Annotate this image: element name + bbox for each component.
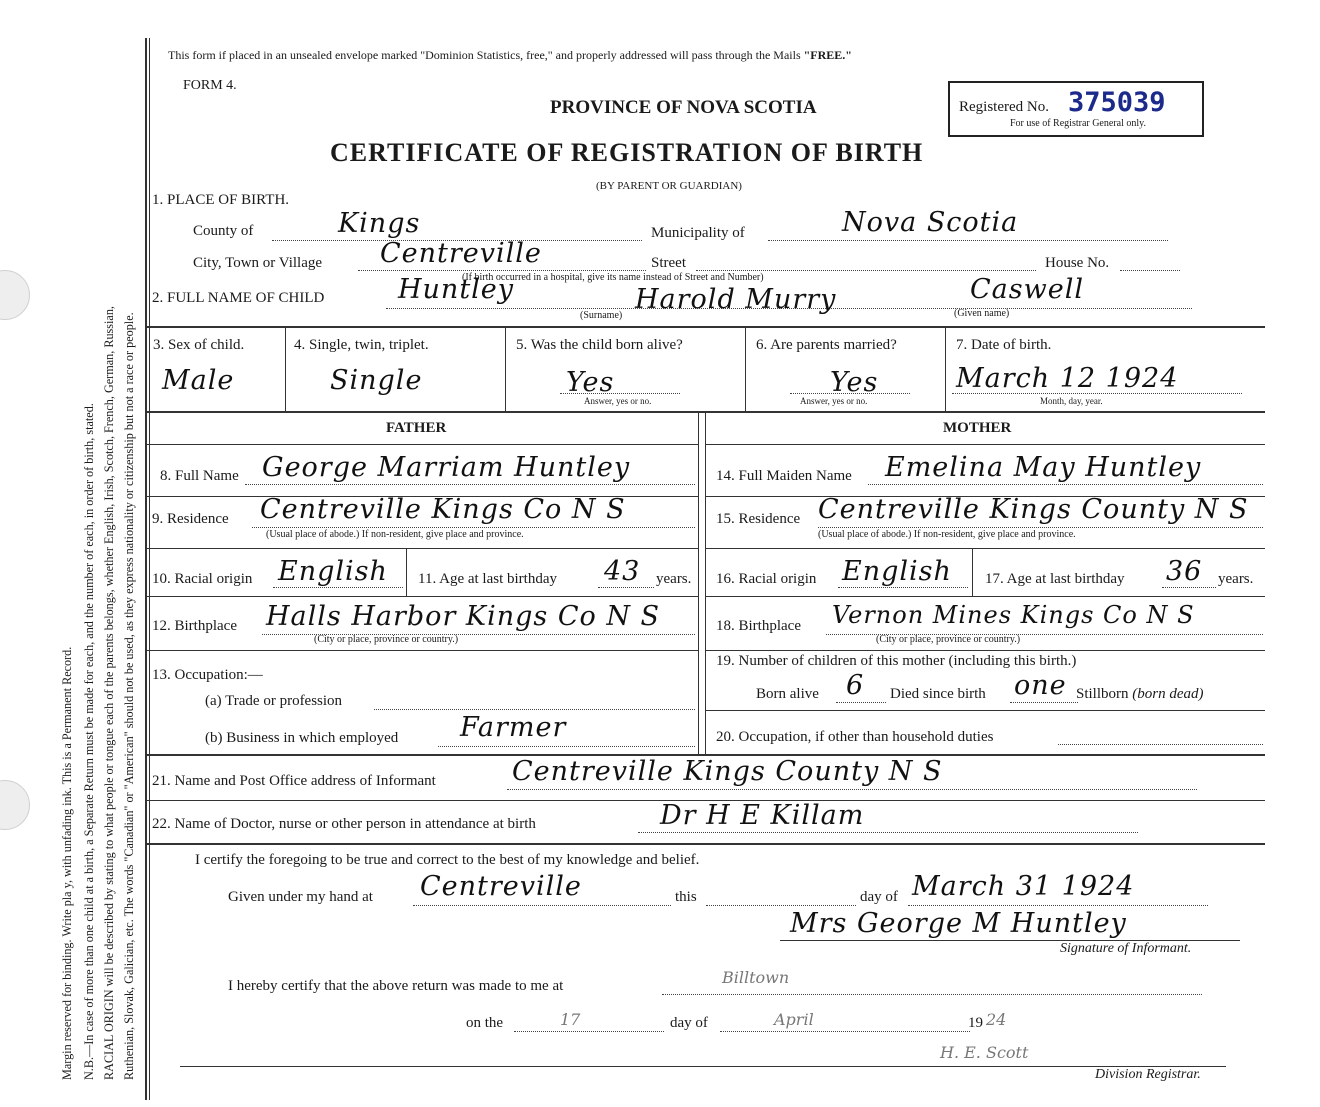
informant-line <box>507 789 1197 790</box>
registrar-signature-line <box>180 1066 1226 1067</box>
mother-residence-line <box>818 527 1263 528</box>
left-border <box>145 38 147 1100</box>
business-line <box>438 746 695 747</box>
children-count-label: 19. Number of children of this mother (including this birth.) <box>716 653 1077 669</box>
date-of-birth-note: Month, day, year. <box>1040 396 1103 406</box>
divider <box>945 328 946 411</box>
hospital-note: (If birth occurred in a hospital, give its name instead of Street and Number) <box>462 272 764 283</box>
sex-label: 3. Sex of child. <box>153 337 245 353</box>
father-race-line <box>273 587 403 588</box>
parents-married-value: Yes <box>830 367 879 398</box>
rule-top-row <box>147 326 1265 328</box>
father-name-value: George Marriam Huntley <box>262 452 631 483</box>
father-name-line <box>245 484 695 485</box>
born-alive-count-value: 6 <box>846 670 865 701</box>
doctor-label: 22. Name of Doctor, nurse or other person in attendance at birth <box>152 816 536 832</box>
province-heading: PROVINCE OF NOVA SCOTIA <box>550 97 817 118</box>
informant-label: 21. Name and Post Office address of Informant <box>152 773 436 789</box>
child-name-label: 2. FULL NAME OF CHILD <box>152 290 325 306</box>
father-birthplace-note: (City or place, province or country.) <box>314 634 459 645</box>
house-no-line <box>1120 270 1180 271</box>
father-race-label: 10. Racial origin <box>152 571 253 587</box>
registrar-year-value: 24 <box>986 1010 1007 1029</box>
this-line <box>706 905 856 906</box>
given-at-line <box>413 905 671 906</box>
mother-name-value: Emelina May Huntley <box>885 452 1202 483</box>
city-line <box>358 270 646 271</box>
racial-origin-note-2: Ruthenian, Slovak, Galician, etc. The words "Canadian" or "American" should not be used, as they express nationality or citizenship but not a race or people. <box>122 312 136 1080</box>
mother-age-value: 36 <box>1166 556 1203 587</box>
died-count-value: one <box>1014 670 1067 701</box>
on-the-line <box>514 1031 664 1032</box>
date-of-birth-value: March 12 1924 <box>956 363 1179 394</box>
street-label: Street <box>651 255 686 271</box>
date-of-birth-label: 7. Date of birth. <box>956 337 1052 353</box>
trade-label: (a) Trade or profession <box>205 693 343 709</box>
mother-race-value: English <box>842 556 952 587</box>
business-value: Farmer <box>460 712 567 743</box>
doctor-value: Dr H E Killam <box>660 800 865 831</box>
divider <box>972 548 973 596</box>
mother-name-line <box>868 484 1263 485</box>
mother-residence-value: Centreville Kings County N S <box>818 494 1249 525</box>
rule <box>147 444 698 445</box>
stillborn-label <box>1076 686 1204 703</box>
county-label: County of <box>193 223 254 239</box>
informant-signature: Mrs George M Huntley <box>790 908 1127 939</box>
punch-hole <box>0 270 30 320</box>
rule <box>147 596 698 597</box>
child-surname: Huntley <box>398 274 515 305</box>
rule-certification-top <box>147 843 1265 845</box>
parents-married-label: 6. Are parents married? <box>756 337 897 353</box>
registrar-day-of-label: day of <box>670 1015 708 1031</box>
rule <box>706 710 1265 711</box>
mail-notice <box>168 48 852 63</box>
divider <box>505 328 506 411</box>
city-value: Centreville <box>380 238 542 269</box>
place-of-birth-label: 1. PLACE OF BIRTH. <box>152 192 290 208</box>
doctor-line <box>638 832 1138 833</box>
registrar-month-line <box>720 1031 970 1032</box>
racial-origin-note: RACIAL ORIGIN will be described by stating to what people or tongue each of the parents belongs, whether English, Irish, Scotch, French, German, Russian, <box>102 306 116 1080</box>
mother-occupation-line <box>1058 744 1263 745</box>
divider <box>406 548 407 596</box>
registrar-place-value: Billtown <box>722 968 790 987</box>
mother-residence-note: (Usual place of abode.) If non-resident, give place and province. <box>818 529 1076 540</box>
mother-occupation-label: 20. Occupation, if other than household duties <box>716 729 994 745</box>
business-label: (b) Business in which employed <box>205 730 399 746</box>
father-age-years: years. <box>656 571 692 587</box>
father-residence-label: 9. Residence <box>152 511 229 527</box>
center-divider <box>705 411 706 754</box>
certify-statement: I certify the foregoing to be true and correct to the best of my knowledge and belief. <box>195 852 700 868</box>
mother-name-label: 14. Full Maiden Name <box>716 468 852 484</box>
born-alive-count-label: Born alive <box>756 686 819 702</box>
city-label: City, Town or Village <box>193 255 323 271</box>
rule <box>147 548 698 549</box>
municipality-label: Municipality of <box>651 225 745 241</box>
given-name-note: (Given name) <box>954 308 1010 319</box>
father-birthplace-value: Halls Harbor Kings Co N S <box>266 601 661 632</box>
sex-value: Male <box>162 365 235 396</box>
mother-heading: MOTHER <box>943 420 1012 436</box>
multiple-birth-note: N.B.—In case of more than one child at a birth, a Separate Return must be made for each, and the number of each, in order of birth, stated. <box>82 403 96 1080</box>
certificate-subtitle: (BY PARENT OR GUARDIAN) <box>596 180 742 192</box>
center-divider <box>698 411 699 754</box>
binding-note: Margin reserved for binding. Write pla y, with unfading ink. This is a Permanent Record. <box>60 646 74 1080</box>
mother-age-years: years. <box>1218 571 1254 587</box>
registrar-day-value: 17 <box>560 1010 581 1029</box>
county-value: Kings <box>338 208 421 239</box>
died-count-line <box>1010 702 1078 703</box>
mother-race-line <box>838 587 968 588</box>
father-residence-value: Centreville Kings Co N S <box>260 494 626 525</box>
father-residence-note: (Usual place of abode.) If non-resident, give place and province. <box>266 529 524 540</box>
certificate-title: CERTIFICATE OF REGISTRATION OF BIRTH <box>330 138 924 167</box>
trade-line <box>374 709 695 710</box>
surname-note: (Surname) <box>580 310 623 321</box>
day-of-line <box>908 905 1208 906</box>
street-line <box>696 270 1036 271</box>
child-given-name-extra: Caswell <box>970 274 1084 305</box>
on-the-label: on the <box>466 1015 504 1031</box>
rule <box>706 596 1265 597</box>
born-alive-note: Answer, yes or no. <box>584 396 652 406</box>
mother-race-label: 16. Racial origin <box>716 571 817 587</box>
informant-signature-label: Signature of Informant. <box>1060 941 1192 956</box>
municipality-value: Nova Scotia <box>842 207 1019 238</box>
day-of-label: day of <box>860 889 898 905</box>
father-age-value: 43 <box>604 556 641 587</box>
father-age-line <box>598 587 654 588</box>
plurality-label: 4. Single, twin, triplet. <box>294 337 429 353</box>
born-alive-line <box>560 393 680 394</box>
mother-birthplace-value: Vernon Mines Kings Co N S <box>832 601 1195 629</box>
father-name-label: 8. Full Name <box>160 468 239 484</box>
division-registrar-label: Division Registrar. <box>1095 1067 1201 1082</box>
plurality-value: Single <box>330 365 423 396</box>
certification-date: March 31 1924 <box>912 871 1135 902</box>
father-heading: FATHER <box>386 420 447 436</box>
mother-birthplace-label: 18. Birthplace <box>716 618 801 634</box>
father-residence-line <box>252 527 695 528</box>
divider <box>285 328 286 411</box>
born-alive-label: 5. Was the child born alive? <box>516 337 683 353</box>
stillborn-note: (born dead) <box>1132 686 1204 702</box>
mother-age-line <box>1162 587 1216 588</box>
divider <box>745 328 746 411</box>
father-age-label: 11. Age at last birthday <box>418 571 557 587</box>
child-given-name: Harold Murry <box>635 284 837 315</box>
born-alive-count-line <box>836 702 886 703</box>
given-at-label: Given under my hand at <box>228 889 373 905</box>
municipality-line <box>768 240 1168 241</box>
rule <box>706 548 1265 549</box>
parents-married-note: Answer, yes or no. <box>800 396 868 406</box>
registrar-place-line <box>662 994 1202 995</box>
mail-notice-free: "FREE." <box>803 48 852 62</box>
informant-value: Centreville Kings County N S <box>512 756 943 787</box>
punch-hole <box>0 780 30 830</box>
stillborn-label-text: Stillborn <box>1076 686 1129 702</box>
house-no-label: House No. <box>1045 255 1110 271</box>
registrar-year-prefix: 19 <box>968 1015 983 1031</box>
form-number: FORM 4. <box>183 78 237 93</box>
margin-instructions <box>2 40 142 1090</box>
dob-line <box>952 393 1242 394</box>
left-border-inner <box>149 38 150 1100</box>
father-birthplace-label: 12. Birthplace <box>152 618 237 634</box>
mother-birthplace-note: (City or place, province or country.) <box>876 634 1021 645</box>
registered-number: 375039 <box>1068 87 1166 118</box>
rule <box>706 444 1265 445</box>
registrar-note: For use of Registrar General only. <box>1010 118 1146 129</box>
died-count-label: Died since birth <box>890 686 986 702</box>
parents-married-line <box>790 393 910 394</box>
rule <box>706 650 1265 651</box>
rule-bottom-row <box>147 411 1265 413</box>
this-label: this <box>675 889 697 905</box>
registration-box <box>948 81 1204 137</box>
registered-label: Registered No. <box>959 99 1049 115</box>
mail-notice-text: This form if placed in an unsealed envelope marked "Dominion Statistics, free," and properly addressed will pass through the Mails <box>168 48 804 62</box>
given-at-value: Centreville <box>420 871 582 902</box>
mother-residence-label: 15. Residence <box>716 511 801 527</box>
father-race-value: English <box>278 556 388 587</box>
registrar-signature: H. E. Scott <box>940 1043 1029 1062</box>
registrar-statement: I hereby certify that the above return was made to me at <box>228 978 564 994</box>
mother-age-label: 17. Age at last birthday <box>985 571 1125 587</box>
rule <box>147 650 698 651</box>
born-alive-value: Yes <box>566 367 615 398</box>
registrar-month-value: April <box>774 1010 814 1029</box>
father-occupation-label: 13. Occupation:— <box>152 667 263 683</box>
